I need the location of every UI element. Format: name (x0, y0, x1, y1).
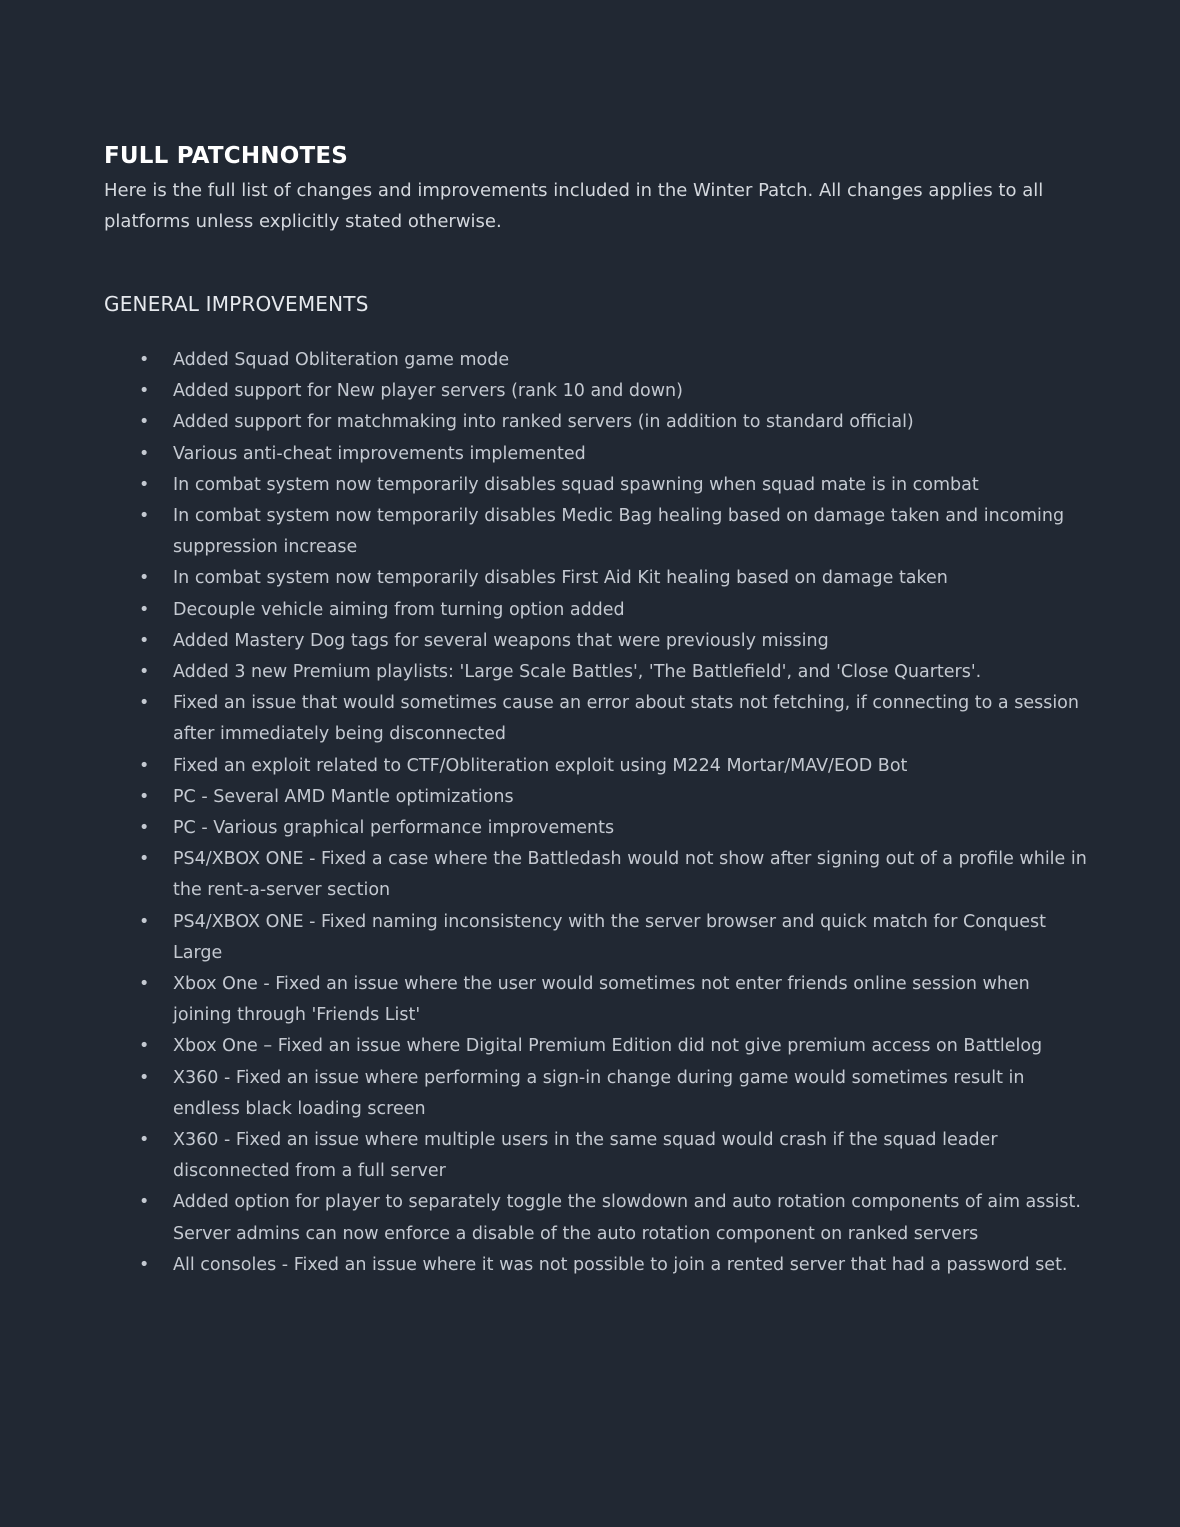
list-item (139, 1250, 1093, 1281)
bullet-icon: • (139, 412, 150, 433)
bullet-icon: • (139, 786, 150, 807)
list-item (139, 907, 1093, 969)
intro-paragraph: Here is the full list of changes and improvements included in the Winter Patch. All changes applies to all platforms unless explicitly stated otherwise. (104, 180, 1044, 232)
bullet-icon: • (139, 506, 150, 527)
list-item-text: Xbox One – Fixed an issue where Digital Premium Edition did not give premium access on Battlelog (173, 1036, 1043, 1057)
list-item (139, 345, 1093, 376)
list-item-text: X360 - Fixed an issue where multiple users in the same squad would crash if the squad leader disconnected from a full server (173, 1130, 998, 1182)
list-item-text: Added Mastery Dog tags for several weapons that were previously missing (173, 630, 829, 651)
bullet-icon: • (139, 693, 150, 714)
list-item-text: Added 3 new Premium playlists: 'Large Scale Battles', 'The Battlefield', and 'Close Quarters'. (173, 662, 982, 683)
list-item-text: PC - Various graphical performance improvements (173, 818, 615, 839)
bullet-icon: • (139, 599, 150, 620)
list-item-text: Added support for New player servers (rank 10 and down) (173, 381, 683, 402)
bullet-icon: • (139, 1192, 150, 1213)
list-item (139, 657, 1093, 688)
section-heading: GENERAL IMPROVEMENTS (104, 292, 369, 316)
list-item (139, 688, 1093, 750)
list-item-text: Xbox One - Fixed an issue where the user would sometimes not enter friends online session when joining through 'Friends List' (173, 974, 1030, 1026)
list-item (139, 1063, 1093, 1125)
list-item (139, 626, 1093, 657)
list-item (139, 595, 1093, 626)
list-item-text: Fixed an exploit related to CTF/Obliteration exploit using M224 Mortar/MAV/EOD Bot (173, 755, 908, 776)
list-item-text: PS4/XBOX ONE - Fixed naming inconsistency with the server browser and quick match for Conquest Large (173, 911, 1046, 963)
bullet-icon: • (139, 350, 150, 370)
bullet-icon: • (139, 849, 150, 870)
bullet-icon: • (139, 630, 150, 651)
list-item (139, 439, 1093, 470)
list-item-text: In combat system now temporarily disables Medic Bag healing based on damage taken and incoming suppression increase (173, 506, 1065, 558)
change-list (139, 345, 1093, 1281)
bullet-icon: • (139, 1130, 150, 1151)
bullet-icon: • (139, 974, 150, 995)
bullet-icon: • (139, 443, 150, 464)
list-item (139, 563, 1093, 594)
list-item-text: X360 - Fixed an issue where performing a sign-in change during game would sometimes result in endless black loading screen (173, 1067, 1025, 1119)
bullet-icon: • (139, 1036, 150, 1057)
bullet-icon: • (139, 1254, 150, 1275)
list-item (139, 470, 1093, 501)
list-item-text: Added support for matchmaking into ranked servers (in addition to standard official) (173, 412, 914, 433)
list-item-text: Added Squad Obliteration game mode (173, 350, 510, 370)
list-item-text: In combat system now temporarily disables First Aid Kit healing based on damage taken (173, 568, 948, 589)
list-item (139, 407, 1093, 438)
list-item-text: In combat system now temporarily disables squad spawning when squad mate is in combat (173, 474, 979, 495)
list-item-text: All consoles - Fixed an issue where it was not possible to join a rented server that had a password set. (173, 1254, 1068, 1275)
list-item-text: Various anti-cheat improvements implemented (173, 443, 586, 464)
list-item (139, 1031, 1093, 1062)
list-item (139, 501, 1093, 563)
list-item (139, 969, 1093, 1031)
bullet-icon: • (139, 474, 150, 495)
bullet-icon: • (139, 1067, 150, 1088)
bullet-icon: • (139, 818, 150, 839)
page-title: FULL PATCHNOTES (104, 143, 349, 169)
list-item (139, 751, 1093, 782)
bullet-icon: • (139, 568, 150, 589)
list-item-text: Fixed an issue that would sometimes cause an error about stats not fetching, if connecting to a session after immediately being disconnected (173, 693, 1079, 745)
list-item (139, 844, 1093, 906)
list-item (139, 1187, 1093, 1249)
list-item-text: PC - Several AMD Mantle optimizations (173, 786, 514, 807)
list-item (139, 782, 1093, 813)
list-item (139, 376, 1093, 407)
list-item (139, 1125, 1093, 1187)
list-item (139, 813, 1093, 844)
list-item-text: Added option for player to separately toggle the slowdown and auto rotation components of aim assist. Server admins can now enforce a disable of the auto rotation component on ranked servers (173, 1192, 1081, 1244)
bullet-icon: • (139, 662, 150, 683)
bullet-icon: • (139, 911, 150, 932)
bullet-icon: • (139, 381, 150, 402)
list-item-text: Decouple vehicle aiming from turning option added (173, 599, 625, 620)
bullet-icon: • (139, 755, 150, 776)
list-item-text: PS4/XBOX ONE - Fixed a case where the Battledash would not show after signing out of a profile while in the rent-a-server section (173, 849, 1087, 901)
